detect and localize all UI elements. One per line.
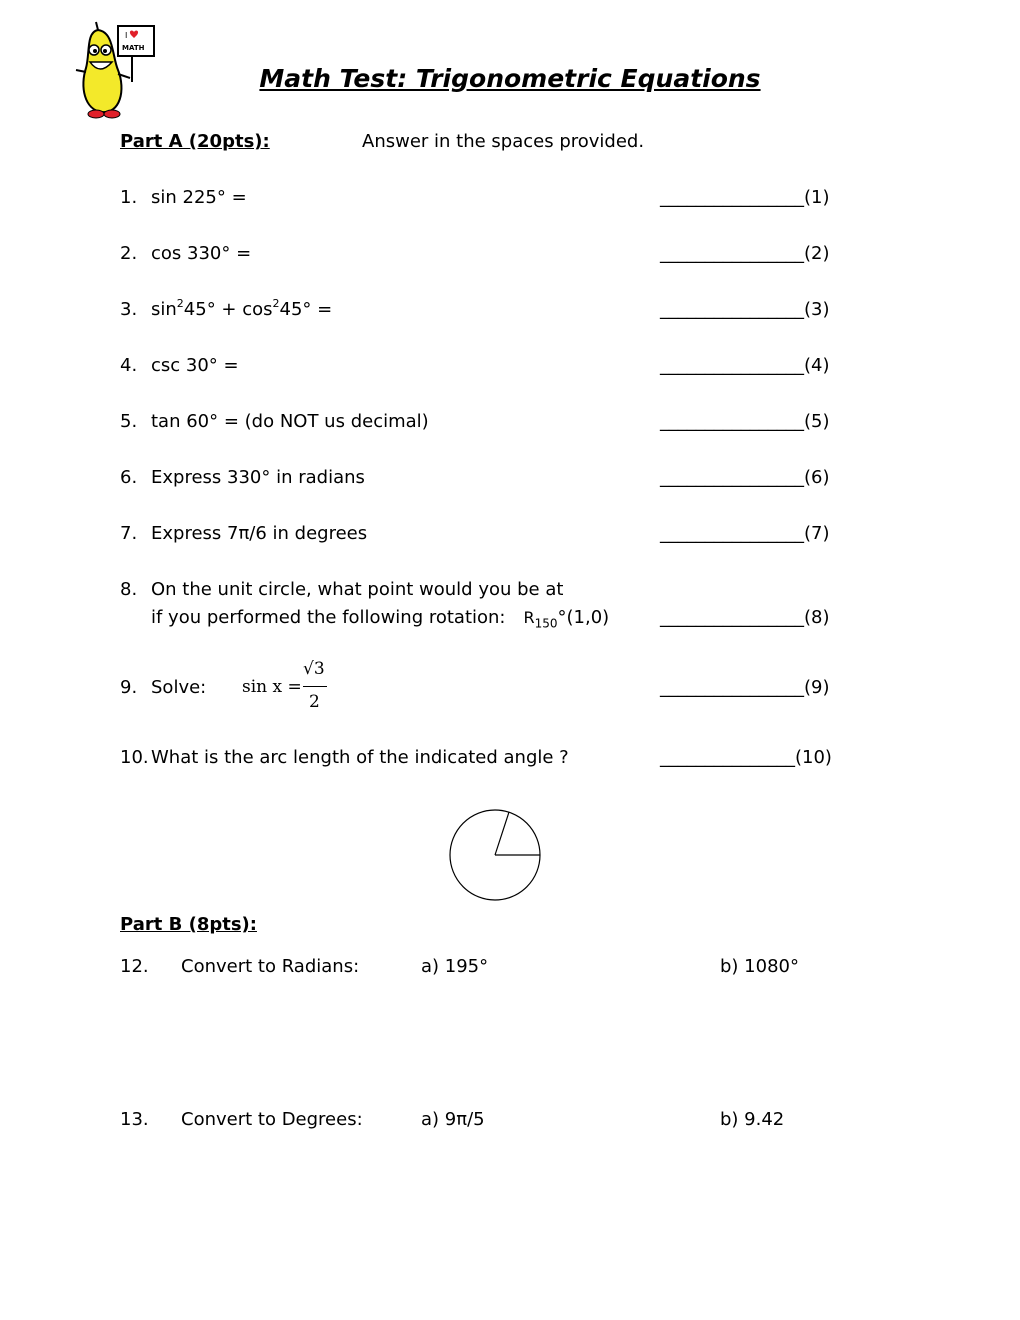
question-number: 9. bbox=[120, 677, 138, 698]
question-text-line1: On the unit circle, what point would you be at bbox=[151, 579, 564, 600]
question-text: Solve: bbox=[151, 677, 207, 698]
answer-blank-8[interactable]: ________________(8) bbox=[660, 607, 830, 628]
question-text: tan 60° = (do NOT us decimal) bbox=[151, 411, 429, 432]
answer-blank-5[interactable]: ________________(5) bbox=[660, 411, 830, 432]
question-number: 10. bbox=[120, 747, 149, 768]
fraction-bar bbox=[303, 686, 327, 687]
answer-blank-3[interactable]: ________________(3) bbox=[660, 299, 830, 320]
question-12-number: 12. bbox=[120, 956, 149, 977]
mark: (7) bbox=[804, 523, 830, 544]
question-13-text: Convert to Degrees: bbox=[181, 1109, 363, 1130]
mark: (8) bbox=[804, 607, 830, 628]
mark: (4) bbox=[804, 355, 830, 376]
question-text: Express 7π/6 in degrees bbox=[151, 523, 368, 544]
mark: (3) bbox=[804, 299, 830, 320]
question-7 bbox=[120, 523, 367, 544]
answer-blank-9[interactable]: ________________(9) bbox=[660, 677, 830, 698]
question-6 bbox=[120, 467, 365, 488]
question-number: 1. bbox=[120, 187, 138, 208]
question-text: Express 330° in radians bbox=[151, 467, 365, 488]
mark: (1) bbox=[804, 187, 830, 208]
question-1 bbox=[120, 187, 247, 208]
arc-angle-diagram bbox=[444, 804, 548, 913]
question-8 bbox=[120, 579, 563, 600]
radius-angled bbox=[495, 812, 509, 855]
answer-blank-4[interactable]: ________________(4) bbox=[660, 355, 830, 376]
question-number: 2. bbox=[120, 243, 138, 264]
question-12-part-b: b) 1080° bbox=[720, 956, 799, 977]
part-a-heading: Part A (20pts): bbox=[120, 131, 270, 152]
mark: (9) bbox=[804, 677, 830, 698]
question-13-part-b: b) 9.42 bbox=[720, 1109, 785, 1130]
question-9 bbox=[120, 677, 206, 698]
question-number: 7. bbox=[120, 523, 138, 544]
equation-denominator: 2 bbox=[309, 692, 320, 712]
question-number: 8. bbox=[120, 579, 138, 600]
question-number: 3. bbox=[120, 299, 138, 320]
question-12-part-a: a) 195° bbox=[421, 956, 489, 977]
answer-blank-10[interactable]: _______________(10) bbox=[660, 747, 832, 768]
part-a-instructions: Answer in the spaces provided. bbox=[362, 131, 645, 152]
equation-left: sin x = bbox=[242, 677, 302, 697]
mark: (5) bbox=[804, 411, 830, 432]
answer-blank-1[interactable]: ________________(1) bbox=[660, 187, 830, 208]
mark: (2) bbox=[804, 243, 830, 264]
question-text: What is the arc length of the indicated angle ? bbox=[151, 747, 569, 768]
question-13-number: 13. bbox=[120, 1109, 149, 1130]
answer-blank-6[interactable]: ________________(6) bbox=[660, 467, 830, 488]
question-5 bbox=[120, 411, 429, 432]
mascot-sign-line2: MATH bbox=[122, 44, 145, 52]
mascot-sign-line1: I bbox=[125, 31, 128, 40]
question-number: 6. bbox=[120, 467, 138, 488]
part-b-heading: Part B (8pts): bbox=[120, 914, 257, 935]
rotation-notation: $R_{150}^\circ(1,0)$ bbox=[523, 607, 610, 631]
question-text: sin 225° = bbox=[151, 187, 247, 208]
question-10 bbox=[120, 747, 569, 768]
answer-blank-2[interactable]: ________________(2) bbox=[660, 243, 830, 264]
mark: (10) bbox=[795, 747, 832, 768]
question-8-line2: if you performed the following rotation: $R_{150}^\circ(1,0)$ bbox=[151, 607, 610, 631]
equation-numerator: √3 bbox=[303, 659, 325, 679]
page-title: Math Test: Trigonometric Equations bbox=[259, 64, 761, 93]
question-13-part-a: a) 9π/5 bbox=[421, 1109, 485, 1130]
question-number: 5. bbox=[120, 411, 138, 432]
answer-blank-7[interactable]: ________________(7) bbox=[660, 523, 830, 544]
question-3: 3. $\sin^245^\circ + \cos^245^\circ$ = bbox=[120, 297, 333, 320]
question-2 bbox=[120, 243, 251, 264]
question-number: 4. bbox=[120, 355, 138, 376]
question-text: cos 330° = bbox=[151, 243, 252, 264]
mark: (6) bbox=[804, 467, 830, 488]
question-12-text: Convert to Radians: bbox=[181, 956, 360, 977]
question-text: csc 30° = bbox=[151, 355, 239, 376]
question-4 bbox=[120, 355, 239, 376]
